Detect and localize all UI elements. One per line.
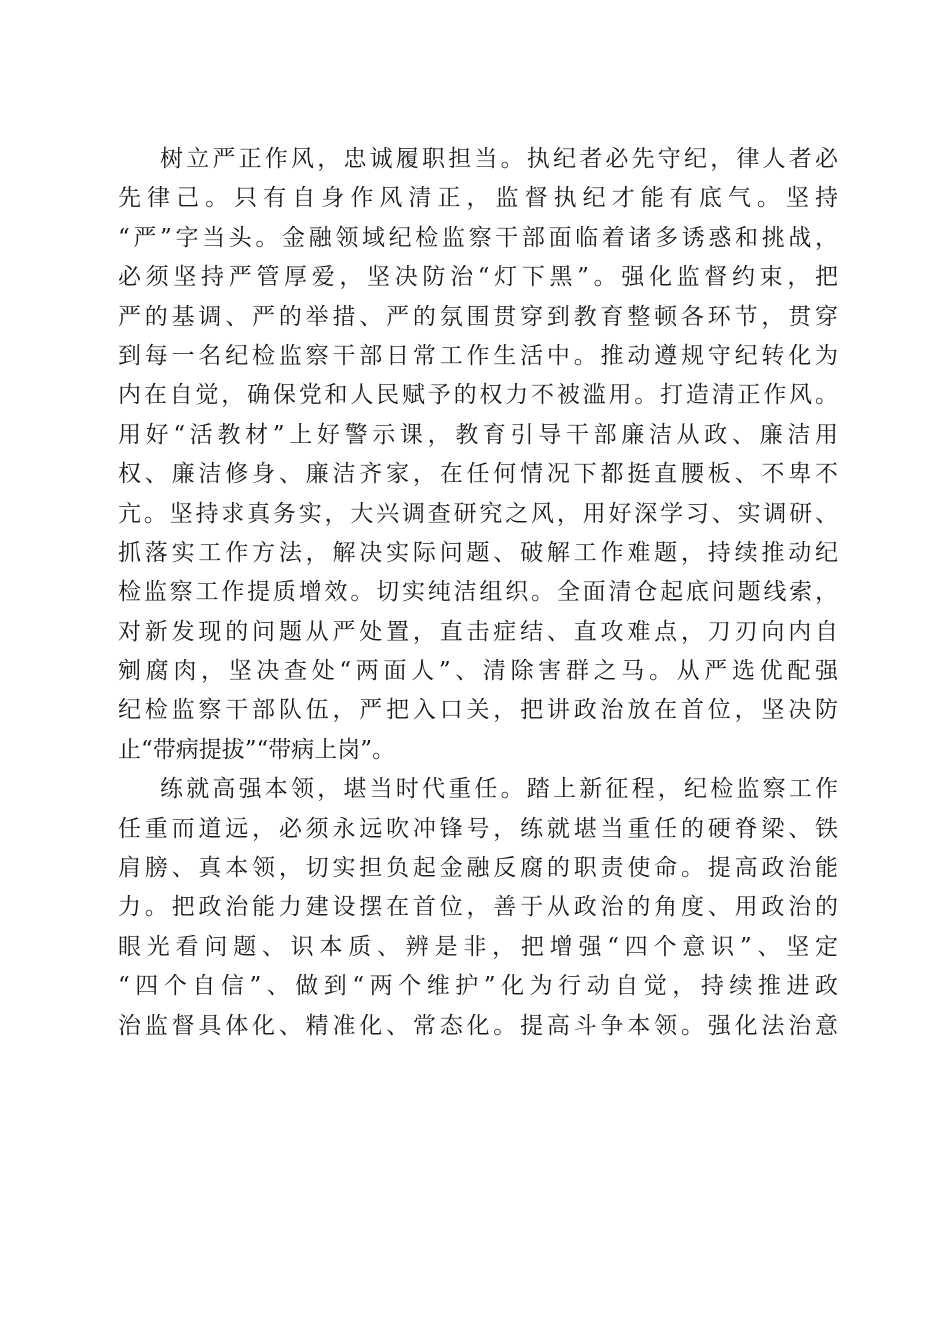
text-line: “四个自信”、做到“两个维护”化为行动自觉，持续推进政 (118, 973, 838, 1000)
text-line: 抓落实工作方法，解决实际问题、破解工作难题，持续推动纪 (118, 539, 838, 566)
text-line: 严的基调、严的举措、严的氛围贯穿到教育整顿各环节，贯穿 (118, 303, 838, 330)
text-line: 练就高强本领，堪当时代重任。踏上新征程，纪检监察工作 (160, 776, 838, 803)
text-line: 检监察工作提质增效。切实纯洁组织。全面清仓起底问题线索， (118, 579, 838, 606)
text-line: “严”字当头。金融领域纪检监察干部面临着诸多诱惑和挑战， (118, 224, 838, 251)
text-line: 树立严正作风，忠诚履职担当。执纪者必先守纪，律人者必 (160, 146, 838, 172)
text-line: 止“带病提拔”“带病上岗”。 (118, 736, 396, 763)
text-line: 内在自觉，确保党和人民赋予的权力不被滥用。打造清正作风。 (118, 382, 838, 409)
text-line: 力。把政治能力建设摆在首位，善于从政治的角度、用政治的 (118, 894, 838, 921)
text-line: 肩膀、真本领，切实担负起金融反腐的职责使命。提高政治能 (118, 855, 838, 882)
document-body (118, 140, 838, 1046)
text-line: 权、廉洁修身、廉洁齐家，在任何情况下都挺直腰板、不卑不 (118, 461, 838, 488)
text-line: 治监督具体化、精准化、常态化。提高斗争本领。强化法治意 (118, 1012, 838, 1039)
text-line: 剜腐肉，坚决查处“两面人”、清除害群之马。从严选优配强 (118, 658, 838, 685)
text-line: 任重而道远，必须永远吹冲锋号，练就堪当重任的硬脊梁、铁 (118, 815, 838, 842)
paragraph-strong-skills (118, 770, 838, 1046)
text-line: 用好“活教材”上好警示课，教育引导干部廉洁从政、廉洁用 (118, 421, 838, 448)
text-line: 亢。坚持求真务实，大兴调查研究之风，用好深学习、实调研、 (118, 500, 838, 527)
text-line: 必须坚持严管厚爱，坚决防治“灯下黑”。强化监督约束，把 (118, 264, 838, 291)
text-line: 先律己。只有自身作风清正，监督执纪才能有底气。坚持 (118, 185, 838, 212)
text-line: 纪检监察干部队伍，严把入口关，把讲政治放在首位，坚决防 (118, 697, 838, 724)
text-line: 眼光看问题、识本质、辨是非，把增强“四个意识”、坚定 (118, 933, 838, 960)
text-line: 对新发现的问题从严处置，直击症结、直攻难点，刀刃向内自 (118, 618, 838, 645)
text-line: 到每一名纪检监察干部日常工作生活中。推动遵规守纪转化为 (118, 342, 838, 369)
paragraph-strict-style (118, 140, 838, 770)
